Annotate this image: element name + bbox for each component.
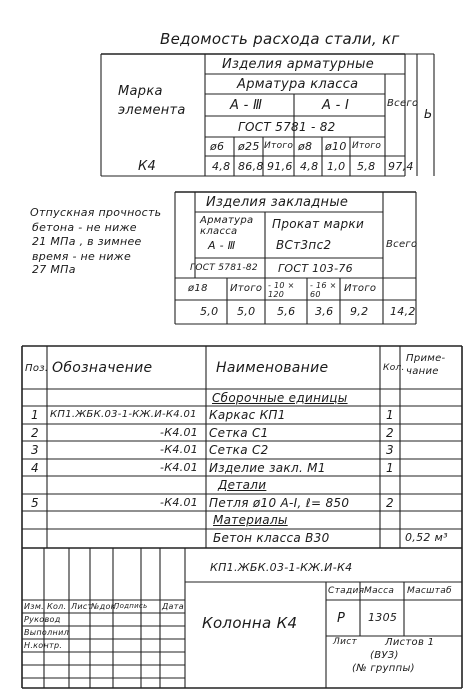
stamp-role-rukovod: Руковод [24, 615, 61, 624]
spec-code-header: Обозначение [52, 360, 153, 376]
spec-section-title: Детали [218, 478, 267, 492]
embedded-col-head: Итого [230, 283, 263, 294]
spec-section-title: Сборочные единицы [212, 391, 348, 405]
sub-header: Арматура класса [237, 77, 359, 92]
spec-row-code: -К4.01 [160, 496, 199, 509]
note-line: 27 МПа [32, 263, 76, 276]
col-head: ø8 [298, 140, 313, 153]
steel-title: Ведомость расхода стали, кг [160, 30, 400, 48]
stamp-col-podpis: Подпись [114, 602, 148, 610]
spec-row-pos: 3 [31, 443, 39, 457]
stamp-col-data: Дата [162, 602, 184, 611]
stamp-massa-value: 1305 [368, 611, 398, 624]
steel-mark: ВСт3пс2 [276, 238, 332, 252]
spec-pos-header: Поз. [25, 363, 49, 374]
side-mark: Ь [424, 107, 433, 121]
stamp-col-izm: Изм. [24, 602, 45, 611]
total-header: Всего [387, 98, 419, 109]
spec-row-pos: 1 [31, 408, 39, 422]
col-head: Итого [352, 141, 382, 151]
col-head: ø6 [210, 140, 225, 153]
row-value: 1,0 [327, 160, 346, 173]
spec-row-name: Сетка С1 [209, 426, 269, 440]
stamp-massa-label: Масса [364, 586, 395, 596]
spec-row-note: 0,52 м³ [405, 531, 448, 544]
spec-row-code: -К4.01 [160, 461, 199, 474]
armatura-header: Арматура класса [200, 215, 254, 237]
stamp-listov-label: Листов 1 [385, 637, 435, 648]
stamp-stadia-value: Р [337, 611, 346, 626]
embedded-total: Всего [386, 239, 418, 250]
a3-header: А - Ⅲ [208, 239, 236, 252]
embedded-value: 9,2 [350, 305, 369, 318]
embedded-value: 3,6 [315, 305, 334, 318]
stamp-stadia-label: Стадия [328, 586, 365, 596]
stamp-col-kol: Кол. [47, 602, 67, 611]
embedded-value: 5,0 [237, 305, 256, 318]
spec-row-code: -К4.01 [160, 426, 199, 439]
note-line: время - не ниже [32, 250, 132, 263]
stamp-role-vypolnil: Выполнил [24, 628, 69, 637]
stamp-role-nkontr: Н.контр. [24, 641, 63, 650]
prokat-header: Прокат марки [272, 217, 365, 231]
stamp-list-label: Лист [333, 637, 358, 647]
embedded-col-head: - 10 × 120 [268, 281, 295, 299]
col-head: ø25 [238, 140, 260, 153]
stamp-col-list: Лист [71, 602, 93, 611]
spec-row-pos: 2 [31, 426, 39, 440]
spec-row-name: Сетка С2 [209, 443, 269, 457]
spec-row-name: Бетон класса В30 [213, 531, 330, 545]
note-line: 21 МПа , в зимнее [32, 235, 142, 248]
stamp-org: (ВУЗ) [370, 650, 399, 661]
gost-header: ГОСТ 5781 - 82 [238, 120, 336, 134]
embedded-col-head: Итого [344, 283, 377, 294]
row-value: 86,8 [238, 160, 264, 173]
class-a1: А - Ⅰ [322, 98, 350, 113]
spec-row-name: Петля ø10 А-Ⅰ, ℓ= 850 [209, 496, 350, 510]
spec-row-qty: 2 [386, 426, 394, 440]
spec-row-pos: 4 [31, 461, 39, 475]
row-value: 4,8 [300, 160, 319, 173]
spec-row-qty: 1 [386, 461, 394, 475]
embedded-col-head: - 16 × 60 [310, 281, 337, 299]
row-value: 5,8 [357, 160, 376, 173]
embedded-value: 5,6 [277, 305, 296, 318]
spec-row-name: Каркас КП1 [209, 408, 286, 422]
stamp-group: (№ группы) [352, 663, 415, 674]
stamp-masshtab-label: Масштаб [407, 586, 452, 596]
row-value: 97,4 [388, 160, 414, 173]
spec-row-code: -К4.01 [160, 443, 199, 456]
note-line: бетона - не ниже [32, 221, 137, 234]
spec-row-qty: 3 [386, 443, 394, 457]
row-value: 4,8 [212, 160, 231, 173]
spec-name-header: Наименование [216, 360, 329, 376]
spec-qty-header: Кол. [383, 363, 405, 373]
gost-103: ГОСТ 103-76 [278, 262, 353, 275]
note-line: Отпускная прочность [30, 206, 162, 219]
col-head: ø10 [325, 140, 347, 153]
embedded-value: 5,0 [200, 305, 219, 318]
spec-row-name: Изделие закл. М1 [209, 461, 326, 475]
embedded-title: Изделия закладные [206, 195, 349, 210]
spec-row-qty: 1 [386, 408, 394, 422]
stamp-doc-code: КП1.ЖБК.03-1-КЖ.И-К4 [210, 561, 353, 574]
embedded-col-head: ø18 [188, 283, 208, 294]
group-header: Изделия арматурные [222, 57, 375, 72]
spec-row-pos: 5 [31, 496, 39, 510]
stamp-part-name: Колонна К4 [202, 614, 298, 632]
col-head: Итого [264, 141, 294, 151]
spec-section-title: Материалы [213, 513, 288, 527]
stamp-col-ndok: №док. [91, 602, 119, 611]
spec-note-header: Приме- чание [406, 353, 446, 377]
gost-5781: ГОСТ 5781-82 [190, 263, 258, 273]
row-mark: К4 [138, 159, 157, 174]
class-a3: А - Ⅲ [230, 98, 263, 113]
spec-row-qty: 2 [386, 496, 394, 510]
spec-row-code: КП1.ЖБК.03-1-КЖ.И-К4.01 [50, 409, 197, 420]
row-value: 91,6 [267, 160, 293, 173]
mark-header: Марка элемента [118, 84, 186, 118]
embedded-value: 14,2 [390, 305, 416, 318]
